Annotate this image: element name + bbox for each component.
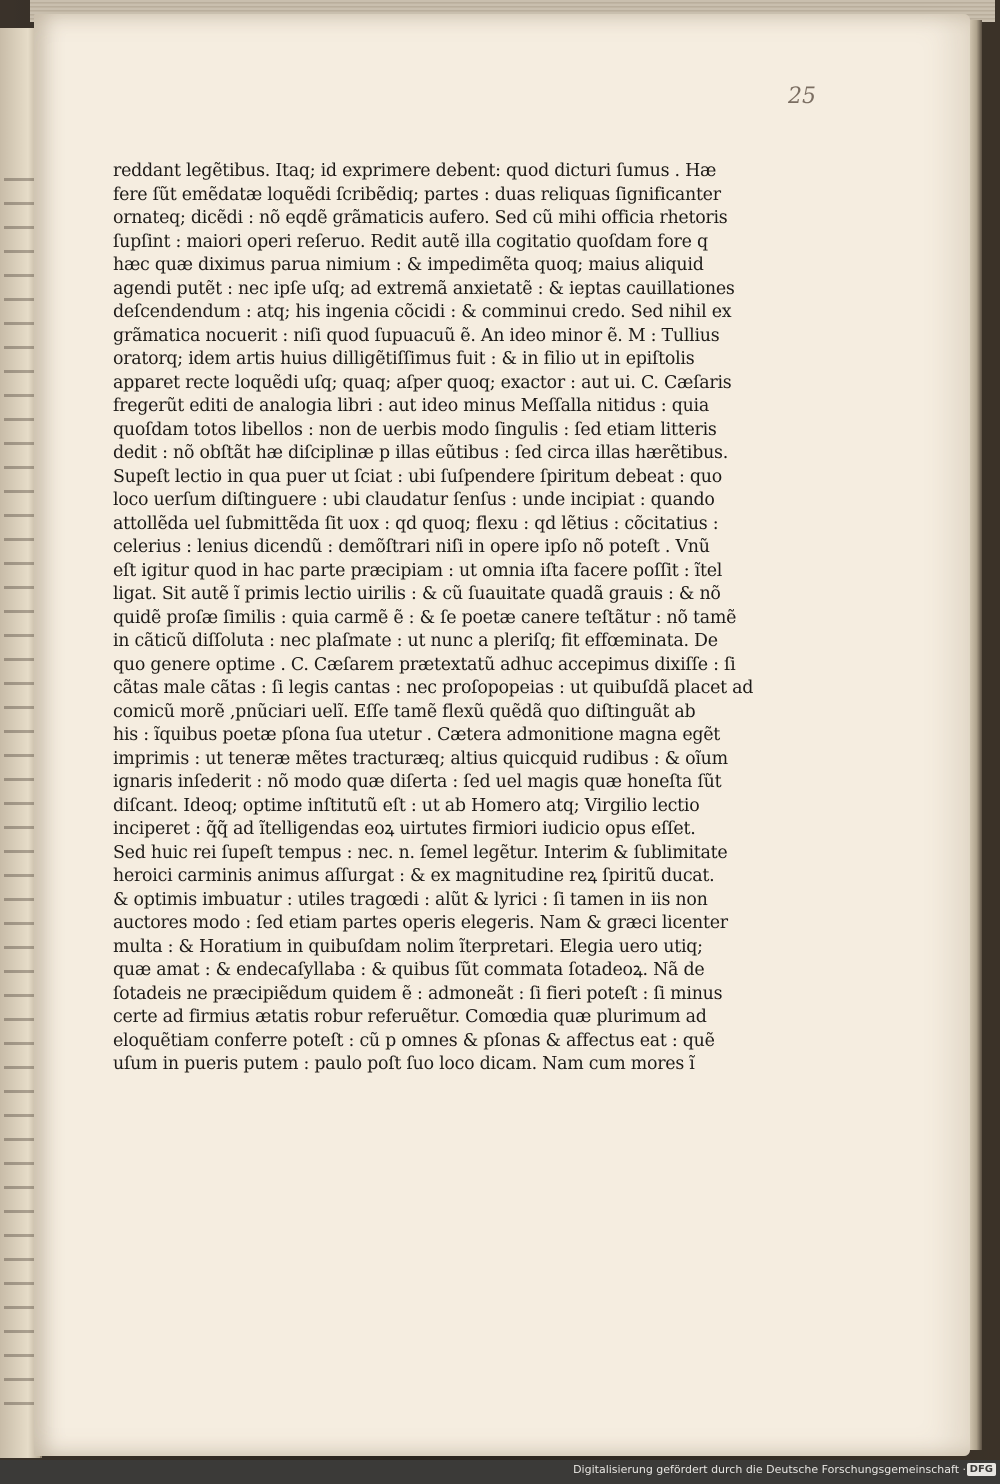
adjacent-page-line	[4, 202, 36, 205]
adjacent-page-line	[4, 1186, 36, 1189]
text-line: heroici carminis animus aſſurgat : & ex magnitudine reꝝ ſpiritũ ducat.	[113, 866, 715, 886]
text-line: & optimis imbuatur : utiles tragœdi : alũt & lyrici : ſi tamen in iis non	[113, 889, 708, 910]
text-line: hæc quæ diximus parua nimium : & impedimẽta quoq; maius aliquid	[113, 255, 704, 275]
text-line: eſt igitur quod in hac parte præcipiam : ut omnia iſta facere poſſit : ĩtel	[113, 560, 723, 581]
adjacent-page-line	[4, 826, 36, 829]
text-line: ignaris inſederit : nõ modo quæ diſerta : ſed uel magis quæ honeſta ſũt	[113, 772, 722, 792]
text-line: ſotadeis ne præcipiẽdum quidem ẽ : admoneãt : ſi fieri poteſt : ſi minus	[113, 983, 723, 1004]
adjacent-page-line	[4, 1210, 36, 1213]
dfg-logo: DFG	[967, 1463, 996, 1476]
adjacent-page-line	[4, 874, 36, 877]
footer-credit: Digitalisierung gefördert durch die Deutsche Forschungsgemeinschaft ·	[573, 1463, 966, 1476]
text-line: inciperet : q̃q̃ ad ĩtelligendas eoꝝ uirtutes firmiori iudicio opus eſſet.	[113, 819, 696, 839]
text-line: fere ſũt emẽdatæ loquẽdi ſcribẽdiq; partes : duas reliquas ſignificanter	[113, 184, 721, 205]
text-line: quo genere optime . C. Cæſarem prætextatũ adhuc accepimus dixiſſe : ſi	[113, 654, 736, 675]
adjacent-page-line	[4, 1258, 36, 1261]
adjacent-page-line	[4, 346, 36, 349]
adjacent-page-line	[4, 1018, 36, 1021]
adjacent-page-line	[4, 1306, 36, 1309]
adjacent-page-line	[4, 1138, 36, 1141]
adjacent-page-line	[4, 298, 36, 301]
adjacent-page-line	[4, 1042, 36, 1045]
adjacent-page-line	[4, 1330, 36, 1333]
text-line: agendi putẽt : nec ipſe uſq; ad extremã anxietatẽ : & ieptas cauillationes	[113, 278, 735, 299]
text-line: in cãticũ diſſoluta : nec plaſmate : ut nunc a pleriſq; fit effœminata. De	[113, 631, 718, 651]
text-line: imprimis : ut teneræ mẽtes tracturæq; altius quicquid rudibus : & oĩum	[113, 748, 728, 769]
adjacent-page-line	[4, 1162, 36, 1165]
text-line: ſupſint : maiori operi reſeruo. Redit autẽ illa cogitatio quoſdam fore q	[113, 231, 708, 252]
text-line: quæ amat : & endecaſyllaba : & quibus ſũt commata ſotadeoꝝ. Nã de	[113, 960, 705, 980]
adjacent-page-line	[4, 634, 36, 637]
text-line: ligat. Sit autẽ ĩ primis lectio uirilis : & cũ ſuauitate quadã grauis : & nõ	[113, 584, 721, 604]
adjacent-page-line	[4, 370, 36, 373]
text-line: loco uerſum diſtinguere : ubi claudatur ſenſus : unde incipiat : quando	[113, 490, 715, 510]
text-line: ornateq; dicẽdi : nõ eqdẽ grãmaticis aufero. Sed cũ mihi officia rhetoris	[113, 208, 728, 228]
adjacent-page-line	[4, 1354, 36, 1357]
adjacent-page-line	[4, 514, 36, 517]
adjacent-page-line	[4, 1090, 36, 1093]
adjacent-page-line	[4, 490, 36, 493]
text-line: fregerũt editi de analogia libri : aut ideo minus Meſſalla nitidus : quia	[113, 396, 709, 416]
adjacent-page-line	[4, 1282, 36, 1285]
adjacent-page-line	[4, 946, 36, 949]
adjacent-page-line	[4, 442, 36, 445]
adjacent-page-line	[4, 730, 36, 733]
text-line: his : ĩquibus poetæ pſona ſua utetur . Cætera admonitione magna egẽt	[113, 725, 721, 745]
text-line: celerius : lenius dicendũ : demõſtrari niſi in opere ipſo nõ poteſt . Vnũ	[113, 537, 710, 557]
text-line: grãmatica nocuerit : niſi quod ſupuacuũ ẽ. An ideo minor ẽ. M : Tullius	[113, 325, 720, 346]
adjacent-page-line	[4, 1066, 36, 1069]
adjacent-page-line	[4, 682, 36, 685]
adjacent-page-line	[4, 706, 36, 709]
adjacent-page-line	[4, 922, 36, 925]
adjacent-page-line	[4, 250, 36, 253]
adjacent-page-line	[4, 994, 36, 997]
adjacent-page-line	[4, 970, 36, 973]
text-line: deſcendendum : atq; his ingenia cõcidi : & comminui credo. Sed nihil ex	[113, 302, 732, 322]
adjacent-page-line	[4, 1378, 36, 1381]
text-line: quidẽ proſæ ſimilis : quia carmẽ ẽ : & ſe poetæ canere teſtãtur : nõ tamẽ	[113, 607, 737, 628]
text-line: Sed huic rei ſupeſt tempus : nec. n. ſemel legẽtur. Interim & ſublimitate	[113, 842, 728, 863]
adjacent-page-line	[4, 1402, 36, 1405]
adjacent-page-line	[4, 1234, 36, 1237]
text-line: apparet recte loquẽdi uſq; quaq; aſper quoq; exactor : aut ui. C. Cæſaris	[113, 372, 732, 393]
adjacent-page-line	[4, 898, 36, 901]
page-edge-right	[968, 20, 982, 1450]
folio-number: 25	[788, 84, 816, 109]
text-line: uſum in pueris putem : paulo poſt ſuo loco dicam. Nam cum mores ĩ	[113, 1054, 695, 1074]
text-line: certe ad firmius ætatis robur referuẽtur. Comœdia quæ plurimum ad	[113, 1007, 707, 1027]
text-line: cãtas male cãtas : ſi legis cantas : nec proſopopeias : ut quibuſdã placet ad	[113, 678, 754, 698]
text-line: eloquẽtiam conferre poteſt : cũ p omnes & pſonas & affectus eat : quẽ	[113, 1030, 715, 1051]
text-line: oratorq; idem artis huius dilligẽtiſſimus fuit : & in filio ut in epiſtolis	[113, 349, 695, 369]
body-text	[113, 160, 753, 1077]
text-line: auctores modo : ſed etiam partes operis elegeris. Nam & græci licenter	[113, 913, 728, 933]
adjacent-page-line	[4, 850, 36, 853]
adjacent-page-line	[4, 658, 36, 661]
text-line: multa : & Horatium in quibuſdam nolim ĩterpretari. Elegia uero utiq;	[113, 936, 703, 957]
adjacent-page-line	[4, 586, 36, 589]
adjacent-page-line	[4, 1114, 36, 1117]
text-line: diſcant. Ideoq; optime inſtitutũ eſt : ut ab Homero atq; Virgilio lectio	[113, 795, 700, 816]
text-line: attollẽda uel ſubmittẽda ſit uox : qd quoq; flexu : qd lẽtius : cõcitatius :	[113, 513, 719, 534]
adjacent-page-line	[4, 610, 36, 613]
adjacent-page-line	[4, 226, 36, 229]
adjacent-page-line	[4, 322, 36, 325]
text-line: Supeſt lectio in qua puer ut ſciat : ubi ſuſpendere ſpiritum debeat : quo	[113, 466, 722, 487]
adjacent-page-line	[4, 466, 36, 469]
adjacent-page-line	[4, 274, 36, 277]
text-line: quoſdam totos libellos : non de uerbis modo ſingulis : ſed etiam litteris	[113, 419, 717, 440]
text-line: reddant legẽtibus. Itaq; id exprimere debent: quod dicturi ſumus . Hæ	[113, 161, 717, 181]
text-line: comicũ morẽ ,pnũciari uelĩ. Eſſe tamẽ flexũ quẽdã quo diſtinguãt ab	[113, 701, 696, 722]
adjacent-page-line	[4, 778, 36, 781]
adjacent-page-line	[4, 802, 36, 805]
adjacent-page-line	[4, 754, 36, 757]
adjacent-page-line	[4, 562, 36, 565]
adjacent-page-line	[4, 394, 36, 397]
adjacent-page-line	[4, 178, 36, 181]
adjacent-page-line	[4, 538, 36, 541]
adjacent-page-line	[4, 418, 36, 421]
text-line: dedit : nõ obſtãt hæ diſciplinæ p illas eũtibus : ſed circa illas hærẽtibus.	[113, 443, 728, 463]
